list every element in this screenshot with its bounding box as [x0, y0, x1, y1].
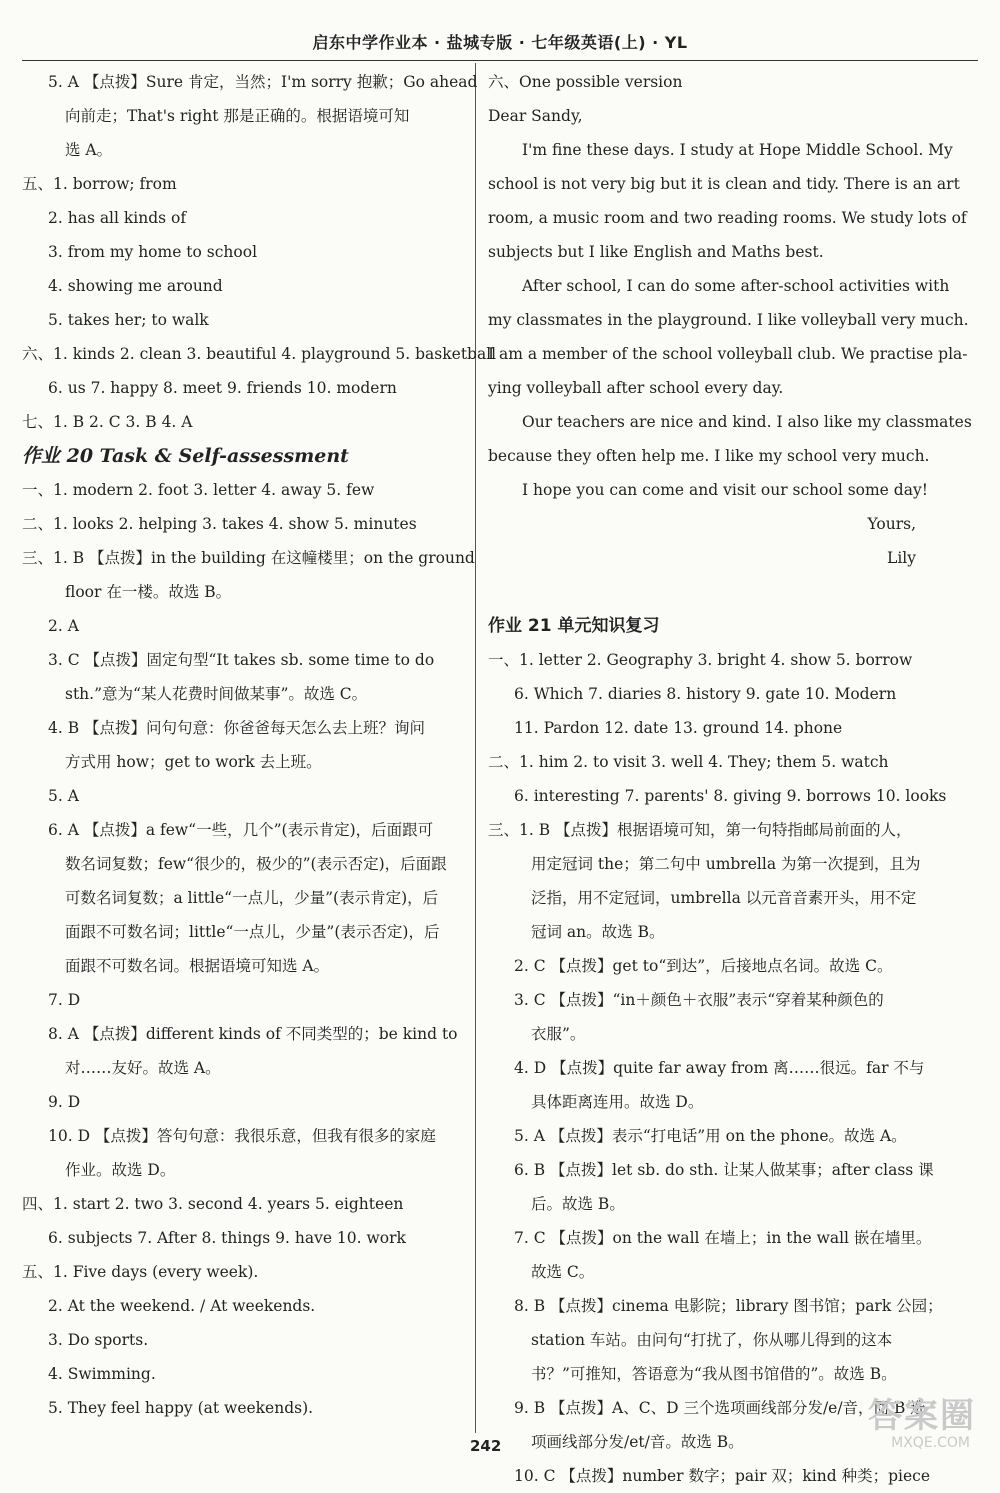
right-column-line: 六、One possible version: [488, 73, 683, 91]
right-column-line: 书？”可推知，答语意为“我从图书馆借的”。故选 B。: [531, 1365, 897, 1383]
left-column-line: 6. subjects 7. After 8. things 9. have 10. work: [48, 1229, 406, 1247]
left-column-line: 2. At the weekend. / At weekends.: [48, 1297, 316, 1315]
left-column-line: 4. showing me around: [48, 277, 223, 295]
left-column-line: 三、1. B 【点拨】in the building 在这幢楼里；on the ground: [22, 549, 475, 567]
right-column-line: I'm fine these days. I study at Hope Middle School. My: [522, 141, 953, 159]
left-column: [22, 65, 497, 1425]
right-column-line: 衣服”。: [531, 1025, 586, 1043]
right-column-line: I am a member of the school volleyball club. We practise pla-: [488, 345, 968, 363]
right-column-line: 4. D 【点拨】quite far away from 离……很远。far 不与: [514, 1059, 925, 1077]
left-column-line: 9. D: [48, 1093, 81, 1111]
right-column-line: [488, 575, 920, 609]
right-column-line: 6. B 【点拨】let sb. do sth. 让某人做某事；after class 课: [514, 1161, 934, 1179]
right-column-line: Lily: [887, 549, 916, 567]
right-column-line: 二、1. him 2. to visit 3. well 4. They; them 5. watch: [488, 753, 889, 771]
right-column-line: 冠词 an。故选 B。: [531, 923, 665, 941]
right-column-line: 作业 21 单元知识复习: [488, 616, 660, 636]
left-column-line: sth.”意为“某人花费时间做某事”。故选 C。: [65, 685, 368, 703]
right-column-line: 三、1. B 【点拨】根据语境可知，第一句特指邮局前面的人，: [488, 821, 912, 839]
left-column-line: 3. from my home to school: [48, 243, 258, 261]
left-column-line: 五、1. borrow; from: [22, 175, 177, 193]
right-column-line: 后。故选 B。: [531, 1195, 625, 1213]
left-column-line: 5. A: [48, 787, 79, 805]
right-column-line: 5. A 【点拨】表示“打电话”用 on the phone。故选 A。: [514, 1127, 907, 1145]
left-column-line: 数名词复数；few“很少的，极少的”(表示否定)，后面跟: [65, 855, 447, 873]
right-column-line: ying volleyball after school every day.: [488, 379, 784, 397]
left-column-line: 3. C 【点拨】固定句型“It takes sb. some time to do: [48, 651, 435, 669]
left-column-line: 作业 20 Task & Self-assessment: [22, 445, 349, 467]
watermark-logo: 答案圈: [868, 1396, 976, 1436]
left-column-line: 7. D: [48, 991, 81, 1009]
right-column-line: subjects but I like English and Maths best.: [488, 243, 824, 261]
right-column-line: 7. C 【点拨】on the wall 在墙上；in the wall 嵌在墙里。: [514, 1229, 932, 1247]
right-column-line: 用定冠词 the；第二句中 umbrella 为第一次提到，且为: [531, 855, 921, 873]
right-column-line: my classmates in the playground. I like volleyball very much.: [488, 311, 969, 329]
right-column-line: 一、1. letter 2. Geography 3. bright 4. show 5. borrow: [488, 651, 913, 669]
left-column-line: 6. A 【点拨】a few“一些，几个”(表示肯定)，后面跟可: [48, 821, 434, 839]
left-column-line: 2. has all kinds of: [48, 209, 187, 227]
right-column-line: 8. B 【点拨】cinema 电影院；library 图书馆；park 公园；: [514, 1297, 943, 1315]
left-column-line: 向前走；That's right 那是正确的。根据语境可知: [65, 107, 410, 125]
left-column-line: 5. takes her; to walk: [48, 311, 209, 329]
left-column-line: 面跟不可数名词；little“一点儿，少量”(表示否定)，后: [65, 923, 440, 941]
left-column-line: 5. They feel happy (at weekends).: [48, 1399, 314, 1417]
right-column-line: Our teachers are nice and kind. I also like my classmates: [522, 413, 972, 431]
left-column-line: 5. A 【点拨】Sure 肯定，当然；I'm sorry 抱歉；Go ahead: [48, 73, 478, 91]
page-header: 启东中学作业本 · 盐城专版 · 七年级英语(上) · YL: [312, 33, 688, 52]
right-column-line: I hope you can come and visit our school some day!: [522, 481, 928, 499]
right-column-line: station 车站。由问句“打扰了，你从哪儿得到的这本: [531, 1331, 893, 1349]
left-column-line: 4. Swimming.: [48, 1365, 156, 1383]
right-column-line: 6. interesting 7. parents' 8. giving 9. borrows 10. looks: [514, 787, 947, 805]
left-column-line: 可数名词复数；a little“一点儿，少量”(表示肯定)，后: [65, 889, 439, 907]
left-column-line: 4. B 【点拨】问句句意：你爸爸每天怎么去上班？询问: [48, 719, 426, 737]
left-column-line: 面跟不可数名词。根据语境可知选 A。: [65, 957, 330, 975]
left-column-line: 二、1. looks 2. helping 3. takes 4. show 5. minutes: [22, 515, 417, 533]
right-column-line: 2. C 【点拨】get to“到达”，后接地点名词。故选 C。: [514, 957, 893, 975]
right-column-line: 11. Pardon 12. date 13. ground 14. phone: [514, 719, 843, 737]
left-column-line: 六、1. kinds 2. clean 3. beautiful 4. playground 5. basketball: [22, 345, 497, 363]
left-column-line: 选 A。: [65, 141, 113, 159]
page-number: 242: [470, 1437, 502, 1455]
header-rule: [22, 60, 978, 61]
left-column-line: 方式用 how；get to work 去上班。: [65, 753, 322, 771]
right-column-line: Yours,: [867, 515, 916, 533]
left-column-line: 一、1. modern 2. foot 3. letter 4. away 5. few: [22, 481, 375, 499]
right-column-line: room, a music room and two reading rooms. We study lots of: [488, 209, 967, 227]
right-column-line: 具体距离连用。故选 D。: [531, 1093, 704, 1111]
left-column-line: 五、1. Five days (every week).: [22, 1263, 259, 1281]
left-column-line: 作业。故选 D。: [65, 1161, 176, 1179]
right-column-line: 6. Which 7. diaries 8. history 9. gate 10. Modern: [514, 685, 897, 703]
right-column-line: 3. C 【点拨】“in＋颜色＋衣服”表示“穿着某种颜色的: [514, 991, 884, 1009]
watermark-url: MXQE.COM: [891, 1435, 970, 1451]
right-column-line: because they often help me. I like my school very much.: [488, 447, 930, 465]
column-divider: [475, 63, 476, 1433]
left-column-line: 七、1. B 2. C 3. B 4. A: [22, 413, 193, 431]
right-column-line: 项画线部分发/et/音。故选 B。: [531, 1433, 744, 1451]
right-column-line: 9. B 【点拨】A、C、D 三个选项画线部分发/e/音，而 B 选: [514, 1399, 926, 1417]
left-column-line: 6. us 7. happy 8. meet 9. friends 10. modern: [48, 379, 397, 397]
right-column-line: 泛指，用不定冠词，umbrella 以元音音素开头，用不定: [531, 889, 917, 907]
left-column-line: 2. A: [48, 617, 79, 635]
left-column-line: 3. Do sports.: [48, 1331, 149, 1349]
left-column-line: 10. D 【点拨】答句句意：我很乐意，但我有很多的家庭: [48, 1127, 436, 1145]
left-column-line: 对……友好。故选 A。: [65, 1059, 221, 1077]
right-column-line: school is not very big but it is clean and tidy. There is an art: [488, 175, 960, 193]
left-column-line: 8. A 【点拨】different kinds of 不同类型的；be kind to: [48, 1025, 458, 1043]
right-column-line: 故选 C。: [531, 1263, 595, 1281]
right-column-line: 10. C 【点拨】number 数字；pair 双；kind 种类；piece: [514, 1467, 931, 1485]
right-column-line: After school, I can do some after-school activities with: [522, 277, 950, 295]
right-column-line: Dear Sandy,: [488, 107, 583, 125]
left-column-line: 四、1. start 2. two 3. second 4. years 5. eighteen: [22, 1195, 404, 1213]
left-column-line: floor 在一楼。故选 B。: [65, 583, 232, 601]
